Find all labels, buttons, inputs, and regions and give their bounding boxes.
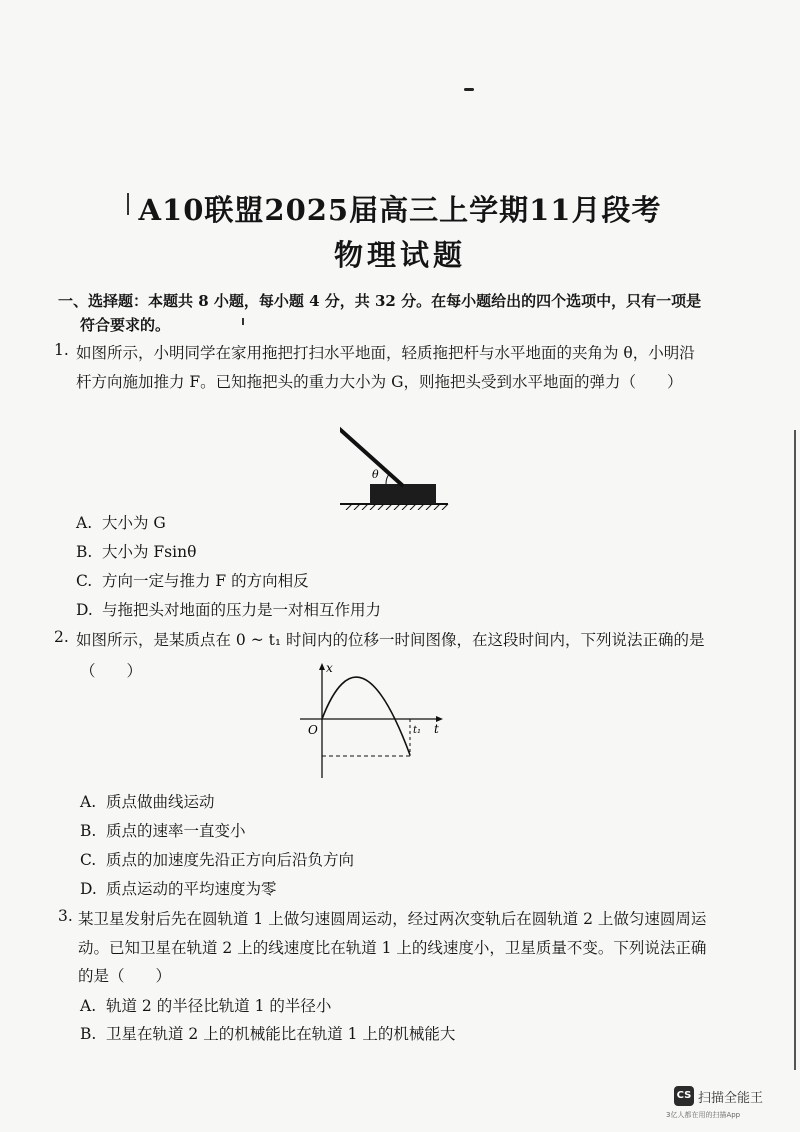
scanner-app-name: 扫描全能王 — [698, 1091, 764, 1106]
question-text: 如图所示，是某质点在 0 ~ t₁ 时间内的位移一时间图像，在这段时间内，下列说法正确的是 — [76, 631, 705, 649]
exam-subtitle: 物理试题 — [333, 238, 466, 272]
origin-label: O — [308, 723, 318, 737]
option-c: C. 质点的加速度先沿正方向后沿负方向 — [80, 851, 355, 869]
question-text: 的是（ ） — [78, 967, 172, 985]
section-heading-cont: 符合要求的。 — [80, 316, 171, 334]
option-a: A. 质点做曲线运动 — [80, 793, 215, 811]
question-number: 3. — [58, 907, 73, 925]
question-text: 如图所示，小明同学在家用拖把打扫水平地面，轻质拖把杆与水平地面的夹角为 θ，小明沿 — [76, 344, 695, 362]
cs-logo-icon: CS — [674, 1086, 694, 1106]
question-text: 杆方向施加推力 F。已知拖把头的重力大小为 G，则拖把头受到水平地面的弹力（ ） — [76, 373, 683, 391]
mop-diagram — [340, 400, 460, 510]
option-c: C. 方向一定与推力 F 的方向相反 — [76, 572, 309, 590]
section-heading: 一、选择题：本题共 8 小题，每小题 4 分，共 32 分。在每小题给出的四个选项中，只有一项是 — [58, 292, 702, 310]
option-b: B. 卫星在轨道 2 上的机械能比在轨道 1 上的机械能大 — [80, 1025, 456, 1043]
option-a: A. 大小为 G — [76, 514, 166, 532]
t1-label: t₁ — [413, 725, 422, 736]
scanner-watermark — [666, 1086, 786, 1120]
question-text: （ ） — [80, 662, 143, 680]
option-a: A. 轨道 2 的半径比轨道 1 的半径小 — [80, 997, 332, 1015]
t-axis-label: t — [434, 722, 439, 736]
x-axis-label: x — [326, 661, 333, 675]
scanner-tagline: 3亿人都在用的扫描App — [666, 1111, 741, 1119]
page-edge-shadow — [794, 430, 796, 1070]
xt-graph — [296, 660, 446, 780]
exam-title: A10联盟2025届高三上学期11月段考 — [138, 193, 662, 227]
mop-handle — [340, 408, 402, 485]
question-number: 1. — [54, 341, 69, 359]
scan-mark — [242, 318, 244, 325]
question-number: 2. — [54, 628, 69, 646]
option-d: D. 质点运动的平均速度为零 — [80, 880, 277, 898]
question-text: 某卫星发射后先在圆轨道 1 上做匀速圆周运动，经过两次变轨后在圆轨道 2 上做匀速圆周运 — [78, 910, 707, 928]
option-b: B. 质点的速率一直变小 — [80, 822, 246, 840]
question-text: 动。已知卫星在轨道 2 上的线速度比在轨道 1 上的线速度小，卫星质量不变。下列说法正确 — [78, 939, 707, 957]
option-d: D. 与拖把头对地面的压力是一对相互作用力 — [76, 601, 382, 619]
position-curve — [322, 677, 410, 755]
mop-head — [370, 484, 436, 504]
theta-label: θ — [372, 468, 379, 481]
scan-mark — [464, 88, 474, 91]
option-b: B. 大小为 Fsinθ — [76, 543, 197, 561]
